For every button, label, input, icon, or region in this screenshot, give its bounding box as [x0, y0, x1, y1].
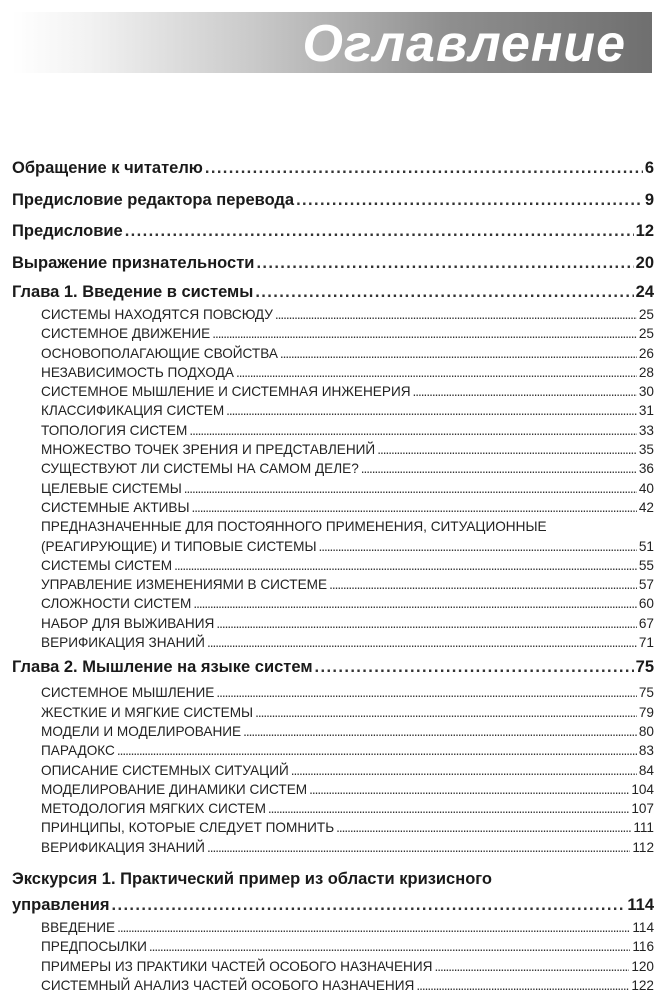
toc-entry-page: 20 [635, 253, 654, 272]
toc-section[interactable] [12, 976, 654, 995]
toc-section[interactable] [12, 594, 654, 613]
section-title: ЖЕСТКИЕ И МЯГКИЕ СИСТЕМЫ [41, 704, 254, 720]
section-page: 35 [638, 442, 654, 458]
section-title: СУЩЕСТВУЮТ ЛИ СИСТЕМЫ НА САМОМ ДЕЛЕ? [41, 461, 359, 477]
toc-section[interactable] [12, 957, 654, 976]
dot-leader [216, 683, 637, 702]
section-page: 25 [638, 307, 654, 322]
toc-section[interactable] [12, 459, 654, 478]
section-title: ПРИМЕРЫ ИЗ ПРАКТИКИ ЧАСТЕЙ ОСОБОГО НАЗНАЧЕНИЯ [41, 958, 433, 974]
toc-section[interactable] [12, 722, 654, 741]
toc-section[interactable] [12, 556, 654, 575]
chapter-page: 75 [635, 658, 654, 677]
toc-section[interactable] [12, 344, 654, 363]
toc-section[interactable] [12, 614, 654, 633]
section-page: 116 [632, 939, 654, 955]
toc-entry-title: Предисловие [12, 222, 123, 240]
dot-leader [193, 594, 637, 613]
toc-section[interactable] [12, 575, 654, 594]
section-title: СИСТЕМНЫЙ АНАЛИЗ ЧАСТЕЙ ОСОБОГО НАЗНАЧЕНИЯ [41, 977, 415, 993]
section-page: 28 [638, 364, 654, 380]
toc-section[interactable] [12, 633, 654, 652]
section-page: 67 [638, 615, 654, 631]
toc-section[interactable] [12, 324, 654, 343]
dot-leader [174, 556, 637, 575]
dot-leader [117, 741, 637, 760]
section-page: 111 [633, 820, 654, 836]
toc-entry-front[interactable] [12, 216, 654, 248]
section-title-line1: ПРЕДНАЗНАЧЕННЫЕ ДЛЯ ПОСТОЯННОГО ПРИМЕНЕНИЯ, СИТУАЦИОННЫЕ [41, 519, 547, 535]
toc-section[interactable] [12, 799, 654, 818]
toc-section[interactable] [12, 401, 654, 420]
section-page: 107 [631, 801, 654, 817]
toc-chapter-1[interactable] [12, 279, 654, 305]
dot-leader [117, 918, 630, 937]
dot-leader [189, 421, 637, 440]
dot-leader [291, 761, 637, 780]
dot-leader [207, 633, 637, 652]
toc-section[interactable] [12, 818, 654, 837]
section-page: 30 [638, 384, 654, 400]
toc-excursion-1[interactable] [12, 866, 654, 918]
dot-leader [192, 498, 637, 517]
section-title: МЕТОДОЛОГИЯ МЯГКИХ СИСТЕМ [41, 801, 266, 817]
section-page: 26 [638, 345, 654, 361]
section-title: ВЕРИФИКАЦИЯ ЗНАНИЙ [41, 839, 205, 855]
section-page: 33 [638, 422, 654, 438]
section-page: 31 [638, 403, 654, 419]
page-title: Оглавление [302, 15, 626, 73]
section-page: 55 [638, 557, 654, 573]
section-page: 60 [638, 596, 654, 612]
chapter-page: 24 [635, 283, 654, 301]
toc-entry-title: Обращение к читателю [12, 159, 203, 177]
chapter-title: Глава 2. Мышление на языке систем [12, 658, 313, 677]
dot-leader [275, 305, 637, 324]
toc-section[interactable] [12, 363, 654, 382]
toc-chapter-2[interactable] [12, 652, 654, 683]
dot-leader [434, 957, 629, 976]
section-title: МОДЕЛИ И МОДЕЛИРОВАНИЕ [41, 723, 242, 739]
section-title: МОДЕЛИРОВАНИЕ ДИНАМИКИ СИСТЕМ [41, 781, 308, 797]
dot-leader [256, 248, 633, 280]
dot-leader [255, 279, 633, 305]
toc-section[interactable] [12, 683, 654, 702]
section-page: 79 [638, 704, 654, 720]
dot-leader [318, 537, 636, 556]
section-page: 25 [638, 326, 654, 342]
toc-section[interactable] [12, 918, 654, 937]
toc-section[interactable] [12, 440, 654, 459]
toc-section[interactable] [12, 479, 654, 498]
excursion-title-line1: Экскурсия 1. Практический пример из области кризисного [12, 870, 493, 889]
section-title: ВВЕДЕНИЕ [41, 920, 116, 936]
toc-entry-page: 6 [644, 159, 654, 177]
toc-entry-page: 12 [635, 222, 654, 240]
dot-leader [361, 459, 637, 478]
section-title: СИСТЕМНОЕ ДВИЖЕНИЕ [41, 326, 211, 342]
toc-section[interactable] [12, 498, 654, 517]
toc-section[interactable] [12, 382, 654, 401]
toc-section[interactable] [12, 703, 654, 722]
toc-section[interactable] [12, 780, 654, 799]
dot-leader [226, 401, 637, 420]
dot-leader [315, 652, 634, 683]
toc-entry-page: 9 [644, 190, 654, 209]
chapter-title: Глава 1. Введение в системы [12, 283, 254, 301]
section-title: НАБОР ДЛЯ ВЫЖИВАНИЯ [41, 615, 215, 631]
toc-entry-title: Выражение признательности [12, 253, 255, 272]
toc-entry-title: Предисловие редактора перевода [12, 190, 295, 209]
dot-leader [125, 216, 634, 248]
section-page: 104 [631, 781, 654, 797]
toc-section[interactable] [12, 838, 654, 857]
toc-section[interactable] [12, 305, 654, 324]
section-title: СЛОЖНОСТИ СИСТЕМ [41, 596, 192, 612]
dot-leader [205, 153, 643, 185]
dot-leader [236, 363, 637, 382]
dot-leader [280, 344, 637, 363]
dot-leader [296, 185, 643, 217]
section-title: ЦЕЛЕВЫЕ СИСТЕМЫ [41, 480, 182, 496]
dot-leader [268, 799, 629, 818]
excursion-page: 114 [627, 896, 654, 915]
section-page: 75 [638, 685, 654, 701]
section-page: 36 [638, 461, 654, 477]
section-title: СИСТЕМЫ НАХОДЯТСЯ ПОВСЮДУ [41, 307, 273, 322]
section-page: 40 [638, 480, 654, 496]
section-title: НЕЗАВИСИМОСТЬ ПОДХОДА [41, 364, 234, 380]
section-title: ПРИНЦИПЫ, КОТОРЫЕ СЛЕДУЕТ ПОМНИТЬ [41, 820, 335, 836]
dot-leader [309, 780, 629, 799]
toc-section[interactable] [12, 421, 654, 440]
section-title: УПРАВЛЕНИЕ ИЗМЕНЕНИЯМИ В СИСТЕМЕ [41, 577, 328, 593]
dot-leader [377, 440, 637, 459]
dot-leader [413, 382, 637, 401]
section-page: 42 [638, 499, 654, 515]
dot-leader [212, 324, 637, 343]
section-page: 83 [638, 743, 654, 759]
section-page: 120 [631, 958, 654, 974]
section-page: 114 [632, 920, 654, 936]
dot-leader [243, 722, 637, 741]
toc-section[interactable] [12, 741, 654, 760]
section-title: СИСТЕМНОЕ МЫШЛЕНИЕ [41, 685, 215, 701]
section-page: 112 [632, 839, 654, 855]
section-title: ОПИСАНИЕ СИСТЕМНЫХ СИТУАЦИЙ [41, 762, 289, 778]
section-page: 57 [638, 577, 654, 593]
dot-leader [112, 892, 626, 918]
section-title: ПРЕДПОСЫЛКИ [41, 939, 147, 955]
section-page: 80 [638, 723, 654, 739]
section-title: КЛАССИФИКАЦИЯ СИСТЕМ [41, 403, 225, 419]
dot-leader [184, 479, 637, 498]
toc-section-wrapped[interactable] [12, 517, 654, 556]
toc-entry-front[interactable] [12, 185, 654, 217]
section-title: ВЕРИФИКАЦИЯ ЗНАНИЙ [41, 635, 205, 651]
table-of-contents [12, 153, 654, 995]
section-title: ОСНОВОПОЛАГАЮЩИЕ СВОЙСТВА [41, 345, 278, 361]
section-page: 122 [631, 977, 654, 993]
section-title: СИСТЕМЫ СИСТЕМ [41, 557, 173, 573]
section-title-line2: (РЕАГИРУЮЩИЕ) И ТИПОВЫЕ СИСТЕМЫ [41, 538, 317, 554]
dot-leader [255, 703, 637, 722]
section-title: СИСТЕМНОЕ МЫШЛЕНИЕ И СИСТЕМНАЯ ИНЖЕНЕРИЯ [41, 384, 411, 400]
section-title: МНОЖЕСТВО ТОЧЕК ЗРЕНИЯ И ПРЕДСТАВЛЕНИЙ [41, 442, 376, 458]
dot-leader [416, 976, 629, 995]
dot-leader [207, 838, 630, 857]
dot-leader [329, 575, 637, 594]
dot-leader [216, 614, 637, 633]
section-title: ПАРАДОКС [41, 743, 115, 759]
dot-leader [149, 937, 630, 956]
section-page: 71 [638, 635, 654, 651]
toc-section[interactable] [12, 937, 654, 956]
dot-leader [336, 818, 631, 837]
toc-entry-front[interactable] [12, 153, 654, 185]
section-page: 84 [638, 762, 654, 778]
section-title: ТОПОЛОГИЯ СИСТЕМ [41, 422, 188, 438]
section-page: 51 [638, 538, 654, 554]
excursion-title-line2: управления [12, 896, 110, 915]
title-banner [12, 12, 652, 73]
toc-entry-front[interactable] [12, 248, 654, 280]
toc-section[interactable] [12, 761, 654, 780]
section-title: СИСТЕМНЫЕ АКТИВЫ [41, 499, 190, 515]
